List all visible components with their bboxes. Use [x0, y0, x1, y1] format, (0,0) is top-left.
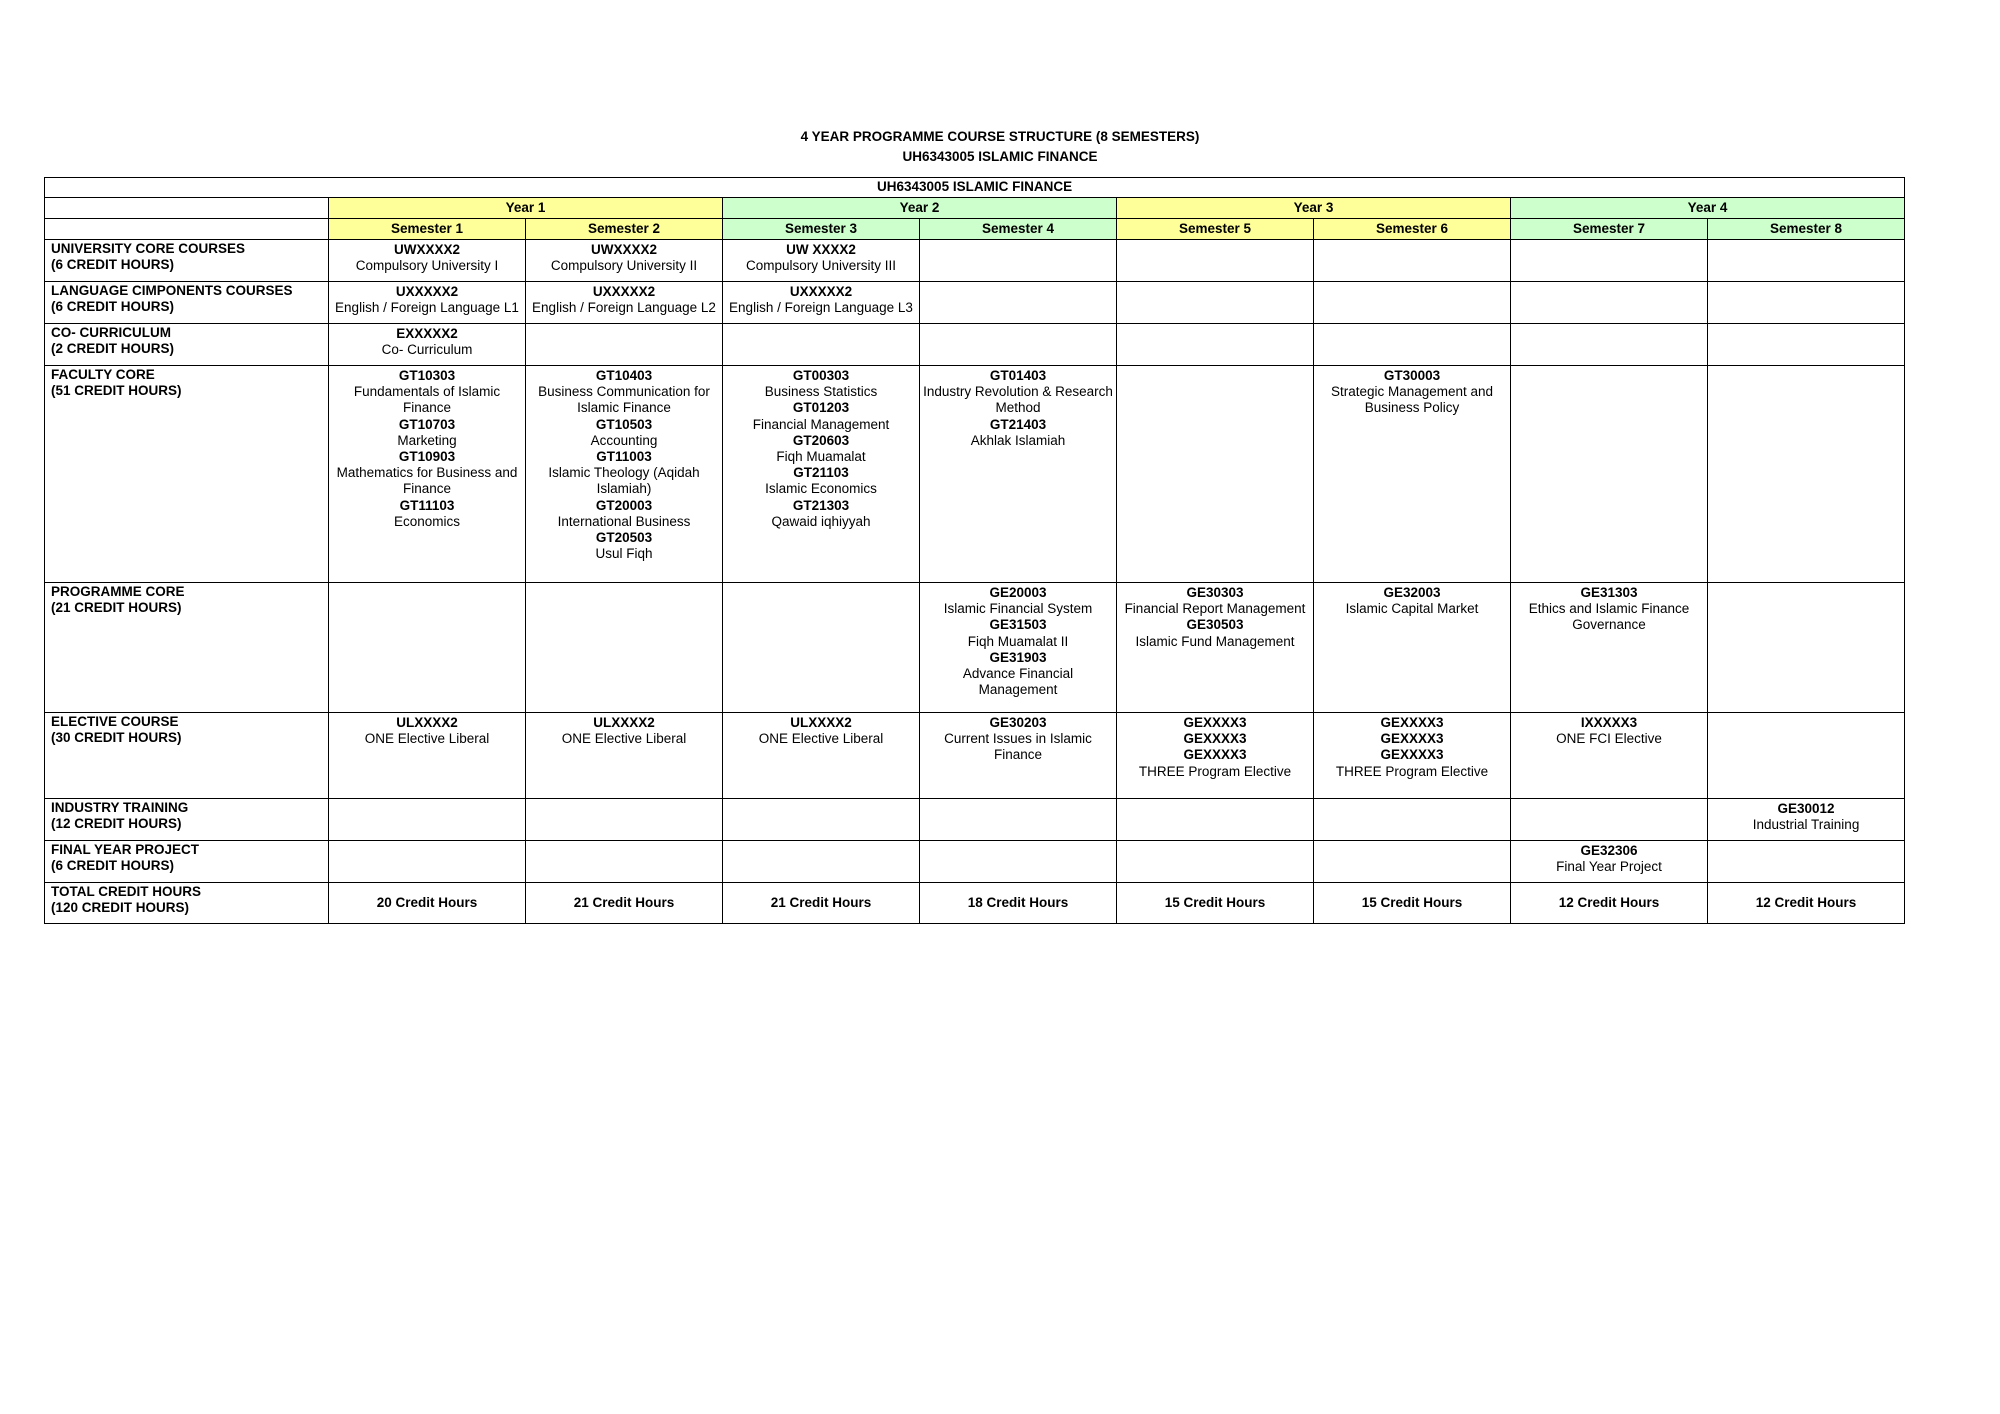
course-code: GE32003	[1383, 585, 1441, 600]
faculty-core-semester-5-cell	[1117, 366, 1314, 583]
course-entry	[528, 715, 720, 747]
course-name: Marketing	[397, 432, 457, 448]
course-name: Co- Curriculum	[381, 342, 473, 358]
course-code: GEXXXX3	[1380, 747, 1444, 763]
faculty-core-semester-3-cell	[723, 366, 920, 583]
industry-training-semester-5-cell	[1117, 799, 1314, 841]
course-code: GT20003	[595, 497, 653, 513]
programme-core-semester-1-cell	[329, 583, 526, 713]
course-code: GE31303	[1580, 585, 1638, 600]
elective-course-semester-3-cell	[723, 713, 920, 799]
industry-training-semester-6-cell	[1314, 799, 1511, 841]
course-entry	[725, 433, 917, 465]
course-structure-table	[44, 177, 1905, 924]
course-entry	[1710, 801, 1902, 833]
co-curriculum-semester-2-cell	[526, 324, 723, 366]
course-code: GT00303	[792, 368, 850, 383]
co-curriculum-semester-8-cell	[1708, 324, 1905, 366]
course-name: Advance Financial Management	[962, 666, 1074, 698]
course-code: GT10503	[595, 416, 653, 432]
programme-core-category-cell	[45, 583, 329, 713]
course-name: ONE Elective Liberal	[561, 731, 687, 747]
course-entry	[1513, 843, 1705, 875]
industry-training-category-cell	[45, 799, 329, 841]
elective-course-semester-4-cell	[920, 713, 1117, 799]
co-curriculum-category-cell	[45, 324, 329, 366]
course-entry	[1119, 585, 1311, 617]
elective-course-semester-6-cell	[1314, 713, 1511, 799]
course-name: English / Foreign Language L3	[729, 300, 913, 316]
faculty-core-category-cell	[45, 366, 329, 583]
table-caption: UH6343005 ISLAMIC FINANCE	[45, 178, 1905, 198]
university-core-semester-3-cell	[723, 240, 920, 282]
course-entry	[528, 368, 720, 417]
course-code: EXXXXX2	[396, 326, 458, 341]
language-components-semester-8-cell	[1708, 282, 1905, 324]
course-name: Islamic Theology (Aqidah Islamiah)	[548, 465, 700, 497]
language-components-semester-5-cell	[1117, 282, 1314, 324]
co-curriculum-semester-3-cell	[723, 324, 920, 366]
language-components-category-credits: (6 CREDIT HOURS)	[51, 299, 175, 315]
faculty-core-category-label: FACULTY CORE	[51, 367, 155, 382]
industry-training-semester-3-cell	[723, 799, 920, 841]
course-entry	[922, 650, 1114, 699]
course-name: Industrial Training	[1752, 817, 1860, 833]
year-header-row	[45, 198, 1905, 219]
programme-core-semester-8-cell	[1708, 583, 1905, 713]
course-code: ULXXXX2	[593, 715, 655, 730]
course-name: Fiqh Muamalat	[776, 449, 866, 465]
course-code: UXXXXX2	[789, 284, 853, 299]
programme-core-semester-5-cell	[1117, 583, 1314, 713]
total-semester-4: 18 Credit Hours	[920, 883, 1117, 924]
year-4-header: Year 4	[1511, 198, 1905, 219]
faculty-core-semester-7-cell	[1511, 366, 1708, 583]
page-subtitle: UH6343005 ISLAMIC FINANCE	[902, 149, 1098, 164]
programme-core-category-label: PROGRAMME CORE	[51, 584, 185, 599]
industry-training-semester-1-cell	[329, 799, 526, 841]
course-code: GE30012	[1777, 801, 1835, 816]
course-code: GEXXXX3	[1380, 731, 1444, 747]
semester-5-header: Semester 5	[1117, 219, 1314, 240]
course-name: Accounting	[590, 432, 658, 448]
course-entry	[528, 242, 720, 274]
course-name: Akhlak Islamiah	[970, 432, 1066, 448]
course-code: UWXXXX2	[590, 242, 658, 257]
course-entry	[1119, 731, 1311, 747]
industry-training-category-credits: (12 CREDIT HOURS)	[51, 816, 182, 832]
course-code: GE30303	[1186, 585, 1244, 600]
elective-course-semester-1-cell	[329, 713, 526, 799]
course-code: GT21103	[793, 465, 849, 481]
course-name: Mathematics for Business and Finance	[336, 465, 518, 497]
course-code: UXXXXX2	[592, 284, 656, 299]
course-code: GE20003	[989, 585, 1047, 600]
course-code: ULXXXX2	[790, 715, 852, 730]
faculty-core-semester-6-cell	[1314, 366, 1511, 583]
co-curriculum-semester-7-cell	[1511, 324, 1708, 366]
language-components-row	[45, 282, 1905, 324]
industry-training-row	[45, 799, 1905, 841]
course-entry	[922, 715, 1114, 764]
course-entry	[528, 449, 720, 498]
industry-training-semester-2-cell	[526, 799, 723, 841]
total-semester-6: 15 Credit Hours	[1314, 883, 1511, 924]
final-year-project-semester-4-cell	[920, 841, 1117, 883]
faculty-core-semester-8-cell	[1708, 366, 1905, 583]
programme-core-category-credits: (21 CREDIT HOURS)	[51, 600, 182, 616]
course-entry	[1316, 715, 1508, 731]
semester-7-header: Semester 7	[1511, 219, 1708, 240]
course-entry	[1316, 731, 1508, 747]
course-code: GE31503	[989, 617, 1047, 633]
course-name: Ethics and Islamic Finance Governance	[1528, 601, 1690, 633]
course-code: GE31903	[989, 649, 1047, 665]
industry-training-category-label: INDUSTRY TRAINING	[51, 800, 189, 815]
final-year-project-semester-6-cell	[1314, 841, 1511, 883]
course-entry	[725, 400, 917, 432]
industry-training-semester-7-cell	[1511, 799, 1708, 841]
final-year-project-category-credits: (6 CREDIT HOURS)	[51, 858, 175, 874]
programme-core-semester-3-cell	[723, 583, 920, 713]
course-name: English / Foreign Language L1	[335, 300, 519, 316]
course-code: GE32306	[1580, 843, 1638, 858]
course-code: GT10703	[398, 416, 456, 432]
course-code: GT10903	[398, 449, 456, 465]
final-year-project-semester-7-cell	[1511, 841, 1708, 883]
course-entry	[725, 368, 917, 400]
university-core-row	[45, 240, 1905, 282]
final-year-project-category-label: FINAL YEAR PROJECT	[51, 842, 200, 857]
final-year-project-row	[45, 841, 1905, 883]
language-components-semester-2-cell	[526, 282, 723, 324]
language-components-semester-4-cell	[920, 282, 1117, 324]
course-entry	[528, 417, 720, 449]
course-name: Compulsory University III	[745, 258, 897, 274]
programme-core-semester-2-cell	[526, 583, 723, 713]
course-entry	[331, 326, 523, 358]
faculty-core-semester-2-cell	[526, 366, 723, 583]
course-code: GEXXXX3	[1183, 747, 1247, 763]
course-code: GT11003	[596, 449, 652, 465]
year-2-header: Year 2	[723, 198, 1117, 219]
language-components-semester-3-cell	[723, 282, 920, 324]
course-entry	[1119, 715, 1311, 731]
table-caption-row	[45, 178, 1905, 198]
university-core-semester-7-cell	[1511, 240, 1708, 282]
course-entry	[922, 617, 1114, 649]
semester-4-header: Semester 4	[920, 219, 1117, 240]
course-code: UWXXXX2	[393, 242, 461, 257]
course-code: GT10403	[595, 368, 653, 383]
course-name: Qawaid iqhiyyah	[771, 513, 871, 529]
course-name: Business Communication for Islamic Finance	[538, 384, 710, 416]
industry-training-semester-8-cell	[1708, 799, 1905, 841]
course-entry	[922, 585, 1114, 617]
semester-6-header: Semester 6	[1314, 219, 1511, 240]
course-code: GT20503	[595, 530, 653, 546]
university-core-semester-4-cell	[920, 240, 1117, 282]
course-entry	[331, 284, 523, 316]
semester-2-header: Semester 2	[526, 219, 723, 240]
course-code: GEXXXX3	[1380, 715, 1444, 730]
course-name: Islamic Capital Market	[1345, 601, 1479, 617]
course-entry	[725, 284, 917, 316]
course-name: Financial Report Management	[1124, 601, 1306, 617]
faculty-core-semester-4-cell	[920, 366, 1117, 583]
course-name: Compulsory University I	[355, 258, 499, 274]
course-code: GT01203	[792, 400, 850, 416]
final-year-project-semester-3-cell	[723, 841, 920, 883]
total-semester-7: 12 Credit Hours	[1511, 883, 1708, 924]
elective-course-semester-5-cell	[1117, 713, 1314, 799]
course-entry	[1119, 747, 1311, 779]
total-semester-8: 12 Credit Hours	[1708, 883, 1905, 924]
language-components-category-label: LANGUAGE CIMPONENTS COURSES	[51, 283, 293, 298]
industry-training-semester-4-cell	[920, 799, 1117, 841]
course-name: ONE Elective Liberal	[364, 731, 490, 747]
course-entry	[1513, 585, 1705, 634]
elective-course-semester-2-cell	[526, 713, 723, 799]
course-name: THREE Program Elective	[1138, 763, 1292, 779]
course-entry	[725, 242, 917, 274]
year-3-header: Year 3	[1117, 198, 1511, 219]
course-entry	[1316, 747, 1508, 779]
year-header-blank	[45, 198, 329, 219]
course-entry	[1119, 617, 1311, 649]
course-entry	[331, 368, 523, 417]
page-title: 4 YEAR PROGRAMME COURSE STRUCTURE (8 SEMESTERS)	[800, 129, 1200, 144]
co-curriculum-category-label: CO- CURRICULUM	[51, 325, 171, 340]
co-curriculum-semester-1-cell	[329, 324, 526, 366]
course-code: GT20603	[792, 432, 850, 448]
course-entry	[528, 530, 720, 562]
course-rows	[45, 240, 1905, 883]
programme-core-semester-6-cell	[1314, 583, 1511, 713]
course-code: IXXXXX3	[1580, 715, 1638, 730]
total-category-label: TOTAL CREDIT HOURS	[51, 884, 202, 899]
course-entry	[331, 417, 523, 449]
faculty-core-category-credits: (51 CREDIT HOURS)	[51, 383, 182, 399]
faculty-core-row	[45, 366, 1905, 583]
elective-course-semester-7-cell	[1511, 713, 1708, 799]
course-name: Islamic Economics	[765, 481, 877, 497]
course-entry	[1316, 368, 1508, 417]
language-components-semester-7-cell	[1511, 282, 1708, 324]
total-semester-1: 20 Credit Hours	[329, 883, 526, 924]
course-entry	[1316, 585, 1508, 617]
course-code: GT21403	[989, 416, 1047, 432]
total-credit-row	[45, 883, 1905, 924]
university-core-category-cell	[45, 240, 329, 282]
page-header	[0, 127, 2000, 167]
total-semester-3: 21 Credit Hours	[723, 883, 920, 924]
year-1-header: Year 1	[329, 198, 723, 219]
course-entry	[331, 449, 523, 498]
course-name: Business Statistics	[764, 384, 878, 400]
total-semester-5: 15 Credit Hours	[1117, 883, 1314, 924]
university-core-semester-1-cell	[329, 240, 526, 282]
university-core-semester-8-cell	[1708, 240, 1905, 282]
semester-header-row	[45, 219, 1905, 240]
course-name: Islamic Financial System	[943, 601, 1093, 617]
course-entry	[725, 715, 917, 747]
elective-course-category-label: ELECTIVE COURSE	[51, 714, 179, 729]
course-name: Economics	[393, 513, 461, 529]
final-year-project-category-cell	[45, 841, 329, 883]
final-year-project-semester-1-cell	[329, 841, 526, 883]
elective-course-semester-8-cell	[1708, 713, 1905, 799]
co-curriculum-semester-6-cell	[1314, 324, 1511, 366]
course-name: English / Foreign Language L2	[532, 300, 716, 316]
co-curriculum-semester-4-cell	[920, 324, 1117, 366]
course-name: Islamic Fund Management	[1135, 633, 1295, 649]
course-name: Strategic Management and Business Policy	[1330, 384, 1494, 416]
language-components-category-cell	[45, 282, 329, 324]
course-name: THREE Program Elective	[1335, 763, 1489, 779]
programme-core-semester-7-cell	[1511, 583, 1708, 713]
course-code: GEXXXX3	[1183, 715, 1247, 730]
semester-header-blank	[45, 219, 329, 240]
course-name: Industry Revolution & Research Method	[923, 384, 1113, 416]
total-category-cell	[45, 883, 329, 924]
course-entry	[331, 242, 523, 274]
university-core-semester-6-cell	[1314, 240, 1511, 282]
semester-1-header: Semester 1	[329, 219, 526, 240]
programme-core-row	[45, 583, 1905, 713]
semester-8-header: Semester 8	[1708, 219, 1905, 240]
course-name: International Business	[557, 513, 691, 529]
course-code: GT01403	[989, 368, 1047, 383]
course-code: GT11103	[399, 497, 455, 513]
university-core-semester-2-cell	[526, 240, 723, 282]
course-code: GT10303	[398, 368, 456, 383]
course-entry	[922, 368, 1114, 417]
course-name: Financial Management	[752, 416, 890, 432]
course-code: UW XXXX2	[786, 242, 856, 257]
university-core-semester-5-cell	[1117, 240, 1314, 282]
total-semester-2: 21 Credit Hours	[526, 883, 723, 924]
semester-3-header: Semester 3	[723, 219, 920, 240]
course-entry	[528, 498, 720, 530]
course-entry	[725, 498, 917, 530]
co-curriculum-row	[45, 324, 1905, 366]
course-name: ONE Elective Liberal	[758, 731, 884, 747]
course-entry	[725, 465, 917, 497]
course-name: Fundamentals of Islamic Finance	[353, 384, 501, 416]
elective-course-category-credits: (30 CREDIT HOURS)	[51, 730, 182, 746]
course-entry	[528, 284, 720, 316]
course-name: Final Year Project	[1556, 859, 1662, 875]
course-entry	[922, 417, 1114, 449]
course-entry	[331, 498, 523, 530]
course-code: GE30203	[989, 715, 1047, 730]
university-core-category-label: UNIVERSITY CORE COURSES	[51, 241, 246, 256]
university-core-category-credits: (6 CREDIT HOURS)	[51, 257, 175, 273]
co-curriculum-category-credits: (2 CREDIT HOURS)	[51, 341, 175, 357]
final-year-project-semester-2-cell	[526, 841, 723, 883]
faculty-core-semester-1-cell	[329, 366, 526, 583]
course-name: Fiqh Muamalat II	[967, 633, 1069, 649]
elective-course-row	[45, 713, 1905, 799]
course-entry	[331, 715, 523, 747]
language-components-semester-1-cell	[329, 282, 526, 324]
course-code: ULXXXX2	[396, 715, 458, 730]
course-name: Current Issues in Islamic Finance	[944, 731, 1092, 763]
course-code: GT30003	[1383, 368, 1441, 383]
total-category-credits: (120 CREDIT HOURS)	[51, 900, 190, 916]
final-year-project-semester-8-cell	[1708, 841, 1905, 883]
course-code: GE30503	[1186, 617, 1244, 633]
course-entry	[1513, 715, 1705, 747]
elective-course-category-cell	[45, 713, 329, 799]
course-code: GT21303	[792, 497, 850, 513]
course-code: UXXXXX2	[395, 284, 459, 299]
final-year-project-semester-5-cell	[1117, 841, 1314, 883]
course-name: Usul Fiqh	[595, 546, 653, 562]
course-name: Compulsory University II	[550, 258, 698, 274]
course-code: GEXXXX3	[1183, 731, 1247, 747]
course-name: ONE FCI Elective	[1556, 731, 1662, 747]
programme-core-semester-4-cell	[920, 583, 1117, 713]
co-curriculum-semester-5-cell	[1117, 324, 1314, 366]
language-components-semester-6-cell	[1314, 282, 1511, 324]
